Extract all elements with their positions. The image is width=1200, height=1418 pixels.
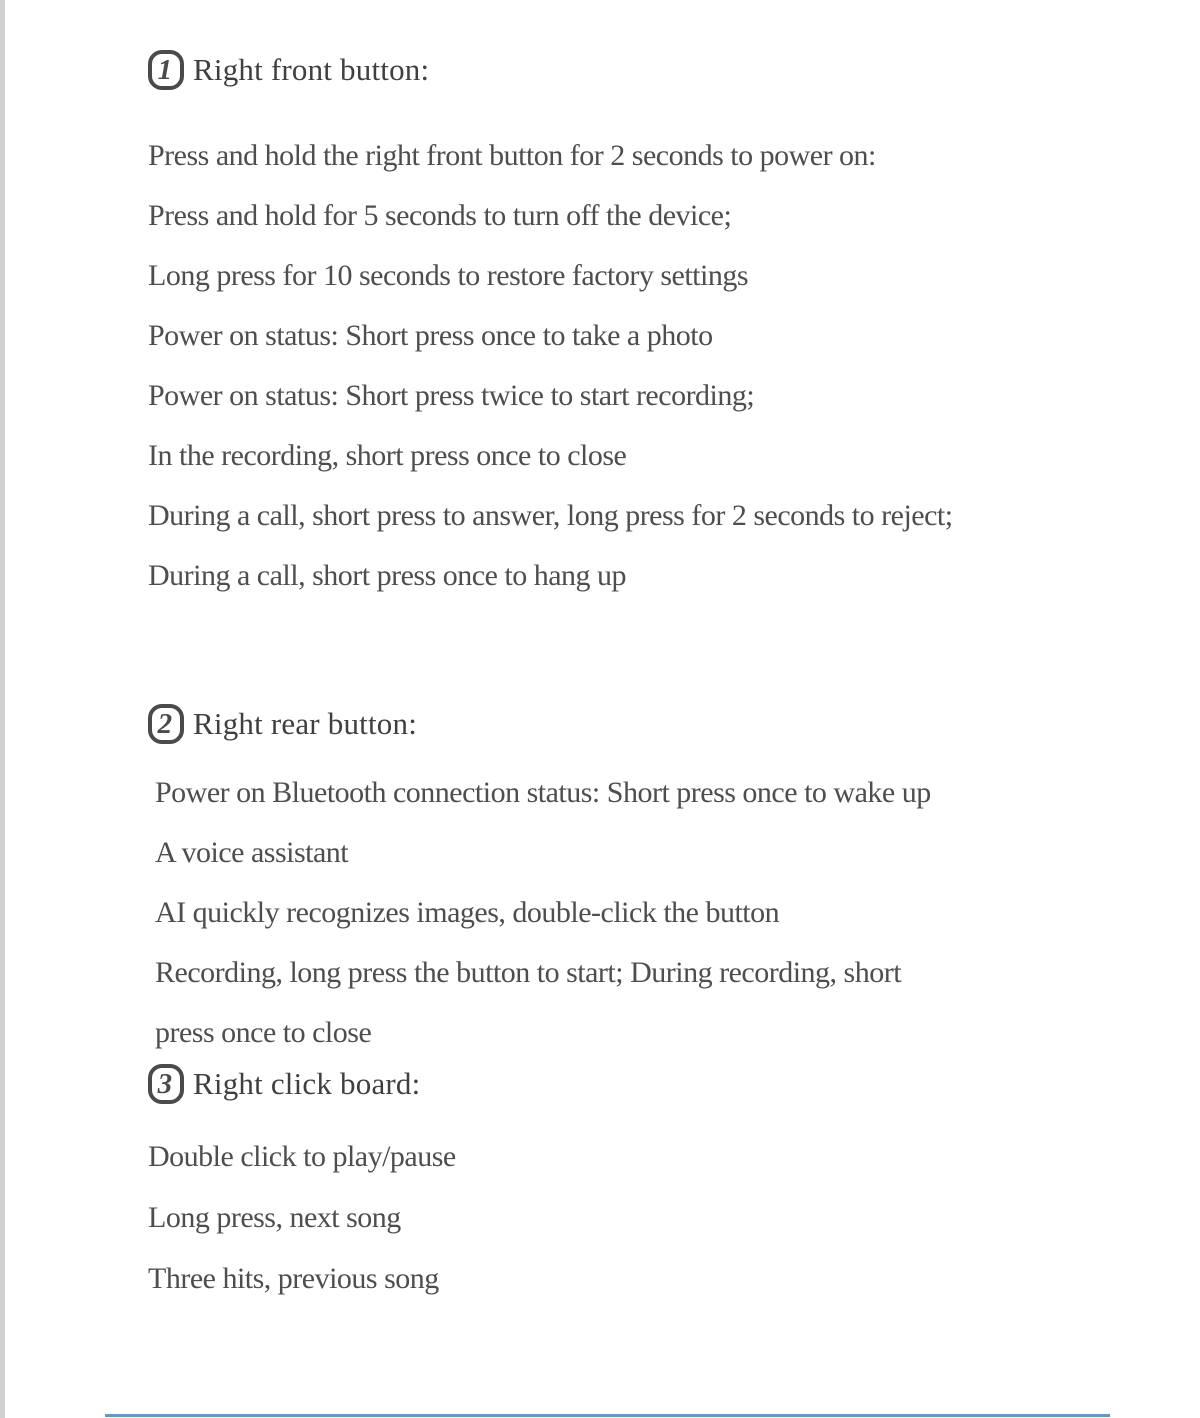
instruction-line: Press and hold for 5 seconds to turn off the device;: [148, 199, 732, 232]
instruction-line: Power on status: Short press twice to start recording;: [148, 379, 755, 412]
section-body-right-front-button: [148, 126, 953, 606]
section-number-badge-1: 1: [148, 50, 184, 90]
section-heading-right-rear-button: [148, 704, 417, 744]
section-title: Right front button:: [193, 52, 430, 87]
left-edge-strip: [0, 0, 5, 1418]
section-heading-right-click-board: [148, 1064, 420, 1104]
section-body-right-rear-button: [155, 763, 931, 1063]
section-number-badge-3: 3: [148, 1064, 184, 1104]
section-heading-right-front-button: [148, 50, 429, 90]
section-body-right-click-board: [148, 1126, 456, 1309]
instruction-line: Double click to play/pause: [148, 1140, 456, 1173]
instruction-line: Three hits, previous song: [148, 1262, 439, 1295]
instruction-line: Recording, long press the button to start; During recording, short: [155, 956, 902, 989]
instruction-line: Power on status: Short press once to take a photo: [148, 319, 713, 352]
bottom-accent-line: [105, 1414, 1110, 1417]
instruction-line: In the recording, short press once to close: [148, 439, 627, 472]
instruction-line: During a call, short press once to hang up: [148, 559, 627, 592]
instruction-line: press once to close: [155, 1016, 372, 1049]
instruction-line: AI quickly recognizes images, double-click the button: [155, 896, 780, 929]
instruction-line: Long press, next song: [148, 1201, 401, 1234]
section-number-badge-2: 2: [148, 704, 184, 744]
section-title: Right rear button:: [193, 706, 418, 741]
instruction-line: A voice assistant: [155, 836, 349, 869]
instruction-line: During a call, short press to answer, long press for 2 seconds to reject;: [148, 499, 953, 532]
instruction-line: Press and hold the right front button for 2 seconds to power on:: [148, 139, 876, 172]
instruction-line: Long press for 10 seconds to restore factory settings: [148, 259, 749, 292]
instruction-line: Power on Bluetooth connection status: Short press once to wake up: [155, 776, 931, 809]
section-title: Right click board:: [193, 1066, 421, 1101]
